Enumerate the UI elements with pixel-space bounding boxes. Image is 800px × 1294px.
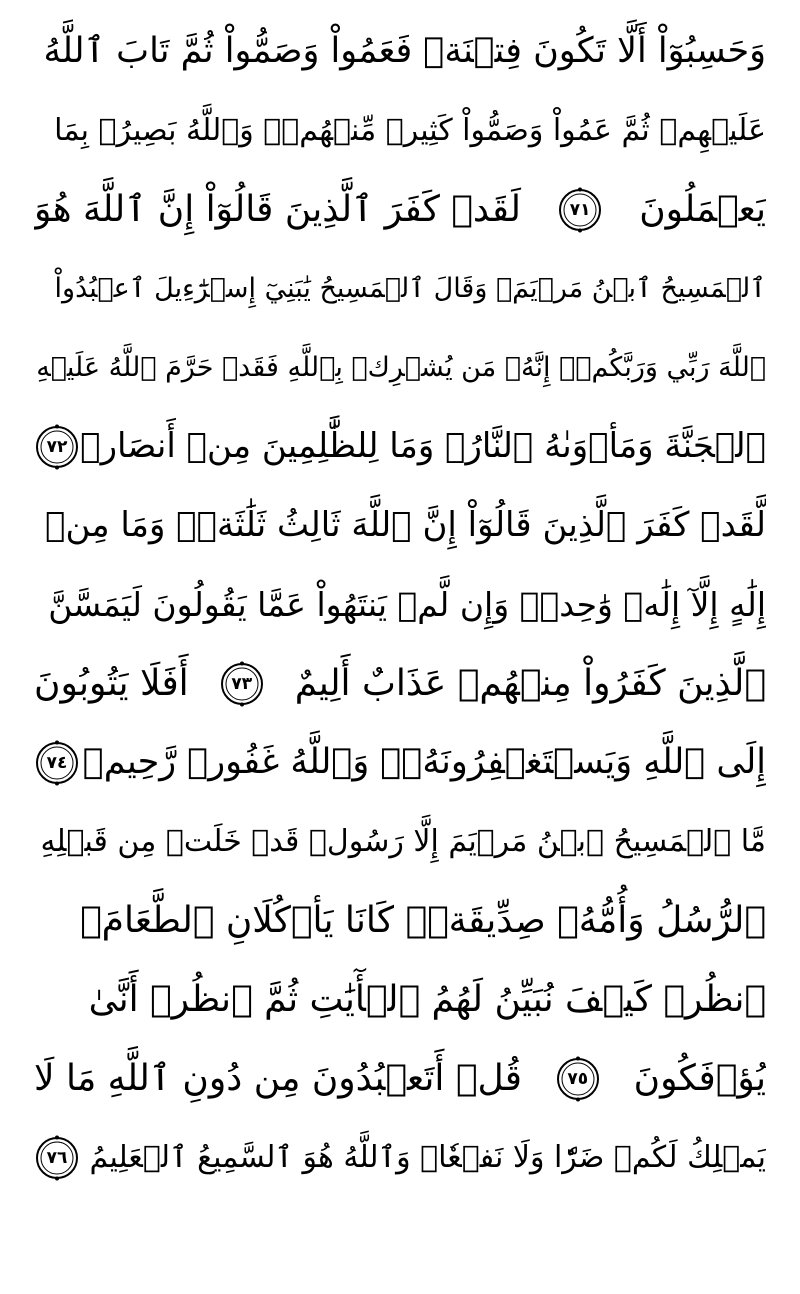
verse-text: ٱلرُّسُلُ وَأُمُّهُۥ صِدِّيقَةٞۖ كَانَا يَأۡكُلَانِ ٱلطَّعَامَۗ (80, 900, 766, 941)
text-line-10 (34, 723, 766, 802)
verse-text: يَمۡلِكُ لَكُمۡ ضَرّٗا وَلَا نَفۡعٗاۚ وَٱللَّهُ هُوَ ٱلسَّمِيعُ ٱلۡعَلِيمُ (89, 1140, 766, 1175)
ayah-number: ٧٢ (46, 436, 68, 457)
ayah-number-marker (34, 1135, 80, 1181)
verse-text: يَعۡمَلُونَ (639, 189, 766, 230)
ayah-number-marker (555, 1056, 601, 1102)
text-line-8 (34, 565, 766, 644)
text-line-14 (34, 1039, 766, 1118)
verse-text: عَلَيۡهِمۡ ثُمَّ عَمُواْ وَصَمُّواْ كَثِيرٞ مِّنۡهُمۡۚ وَٱللَّهُ بَصِيرُۢ بِمَا (54, 113, 766, 148)
verse-text: ٱلَّذِينَ كَفَرُواْ مِنۡهُمۡ عَذَابٌ أَلِيمٌ (294, 663, 766, 704)
ayah-number: ٧٦ (46, 1147, 68, 1168)
text-line-2 (34, 91, 766, 170)
text-line-5 (34, 328, 766, 407)
text-line-6 (34, 407, 766, 486)
verse-text: ٱلۡمَسِيحُ ٱبۡنُ مَرۡيَمَۖ وَقَالَ ٱلۡمَسِيحُ يَٰبَنِيٓ إِسۡرَٰٓءِيلَ ٱعۡبُدُواْ (54, 273, 766, 304)
text-line-15 (34, 1118, 766, 1197)
ayah-number-marker (34, 424, 80, 470)
verse-text: أَفَلَا يَتُوبُونَ (34, 663, 189, 704)
verse-text: مَّا ٱلۡمَسِيحُ ٱبۡنُ مَرۡيَمَ إِلَّا رَسُولٞ قَدۡ خَلَتۡ مِن قَبۡلِهِ (40, 824, 766, 859)
ayah-number: ٧٥ (567, 1068, 589, 1089)
verse-text: ٱنظُرۡ كَيۡفَ نُبَيِّنُ لَهُمُ ٱلۡأٓيَٰتِ ثُمَّ ٱنظُرۡ أَنَّىٰ (88, 979, 766, 1020)
verse-text: لَّقَدۡ كَفَرَ ٱلَّذِينَ قَالُوٓاْ إِنَّ ٱللَّهَ ثَالِثُ ثَلَٰثَةٖۘ وَمَا مِنۡ (45, 505, 766, 545)
verse-text: لَقَدۡ كَفَرَ ٱلَّذِينَ قَالُوٓاْ إِنَّ ٱللَّهَ هُوَ (34, 189, 521, 230)
verse-text: ٱلۡجَنَّةَ وَمَأۡوَىٰهُ ٱلنَّارُۖ وَمَا لِلظَّٰلِمِينَ مِنۡ أَنصَارٖ (80, 426, 766, 466)
text-line-1 (34, 12, 766, 91)
ayah-number: ٧٣ (231, 673, 253, 694)
ayah-number-marker (34, 740, 80, 786)
ayah-number-marker (557, 187, 603, 233)
text-line-3 (34, 170, 766, 249)
ayah-number: ٧٤ (46, 752, 68, 773)
verse-text: يُؤۡفَكُونَ (633, 1058, 766, 1099)
text-line-13 (34, 960, 766, 1039)
ayah-number-marker (219, 661, 265, 707)
verse-text: وَحَسِبُوٓاْ أَلَّا تَكُونَ فِتۡنَةٞ فَعَمُواْ وَصَمُّواْ ثُمَّ تَابَ ٱللَّهُ (43, 31, 766, 71)
text-line-12 (34, 881, 766, 960)
verse-text: ٱللَّهَ رَبِّي وَرَبَّكُمۡۖ إِنَّهُۥ مَن يُشۡرِكۡ بِٱللَّهِ فَقَدۡ حَرَّمَ ٱللَّهُ عَلَيۡهِ (36, 352, 766, 383)
verse-text: قُلۡ أَتَعۡبُدُونَ مِن دُونِ ٱللَّهِ مَا لَا (34, 1058, 522, 1099)
text-line-9 (34, 644, 766, 723)
verse-text: إِلَٰهٍ إِلَّآ إِلَٰهٞ وَٰحِدٞۚ وَإِن لَّمۡ يَنتَهُواْ عَمَّا يَقُولُونَ لَيَمَسَّنَّ (48, 585, 766, 624)
ayah-number: ٧١ (569, 199, 591, 220)
verse-text: إِلَى ٱللَّهِ وَيَسۡتَغۡفِرُونَهُۥۚ وَٱللَّهُ غَفُورٞ رَّحِيمٞ (82, 742, 766, 782)
text-line-4 (34, 249, 766, 328)
text-line-7 (34, 486, 766, 565)
text-line-11 (34, 802, 766, 881)
